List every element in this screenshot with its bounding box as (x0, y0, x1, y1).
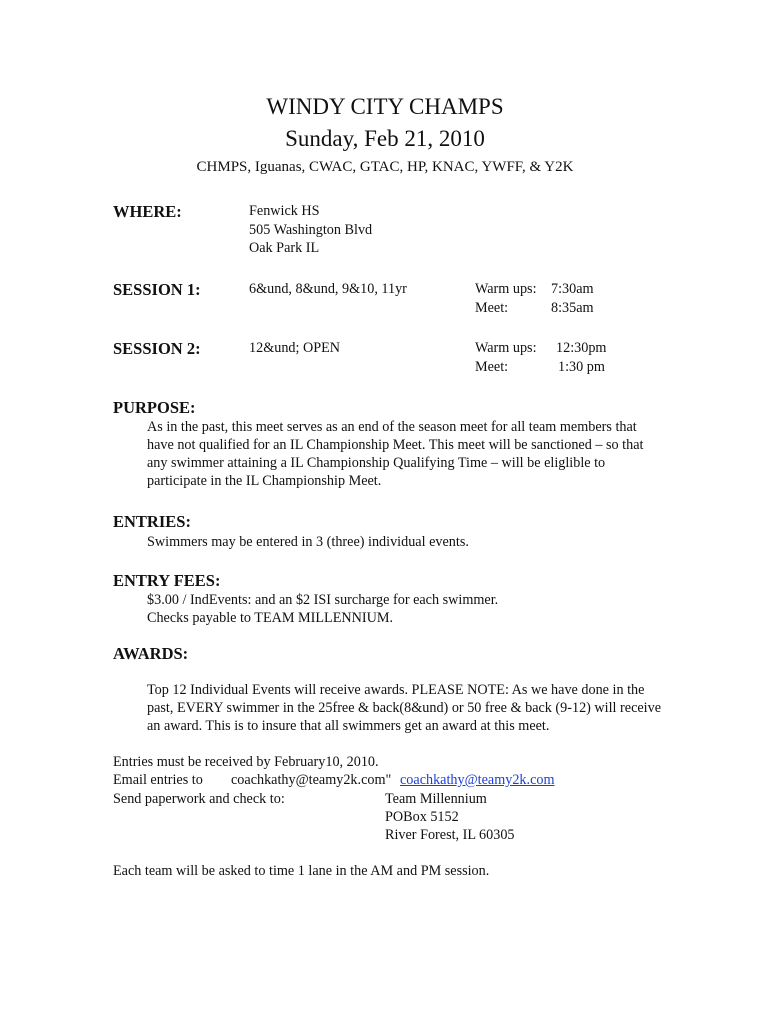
meet-date: Sunday, Feb 21, 2010 (285, 126, 485, 151)
session2-warmups-time: 12:30pm (556, 340, 607, 356)
session2-ages: 12&und; OPEN (249, 340, 341, 356)
session2-meet-time: 1:30 pm (558, 359, 605, 375)
mailing-address-line-3: River Forest, IL 60305 (385, 827, 515, 843)
awards-label: AWARDS: (113, 644, 189, 663)
session1-meet-label: Meet: (475, 300, 509, 316)
timing-note: Each team will be asked to time 1 lane in the AM and PM session. (113, 863, 490, 879)
awards-text: Top 12 Individual Events will receive awards. PLEASE NOTE: As we have done in the past, EVERY swimmer in the 25free & back(8&und) or 50 free & back (9-12) will receive an award. This is to insure that all swimmers get an award at this meet. (147, 682, 661, 734)
email-label: Email entries to (113, 772, 203, 788)
where-line-3: Oak Park IL (249, 240, 320, 256)
entries-label: ENTRIES: (113, 512, 191, 531)
where-line-2: 505 Washington Blvd (249, 222, 373, 238)
entry-fees-line-2: Checks payable to TEAM MILLENNIUM. (147, 610, 394, 626)
participating-teams: CHMPS, Iguanas, CWAC, GTAC, HP, KNAC, YWFF, & Y2K (196, 159, 574, 175)
entry-fees-line-1: $3.00 / IndEvents: and an $2 ISI surcharge for each swimmer. (147, 592, 499, 608)
where-line-1: Fenwick HS (249, 203, 320, 219)
session1-warmups-time: 7:30am (551, 281, 594, 297)
entry-fees-label: ENTRY FEES: (113, 571, 221, 590)
mailing-address-line-2: POBox 5152 (385, 809, 459, 825)
email-link[interactable]: coachkathy@teamy2k.com (400, 772, 555, 788)
session1-ages: 6&und, 8&und, 9&10, 11yr (249, 281, 407, 297)
send-paperwork-label: Send paperwork and check to: (113, 791, 285, 807)
entry-deadline: Entries must be received by February10, 2010. (113, 754, 379, 770)
email-raw: coachkathy@teamy2k.com" (231, 772, 392, 788)
where-label: WHERE: (113, 202, 182, 221)
session2-warmups-label: Warm ups: (475, 340, 537, 356)
mailing-address-line-1: Team Millennium (385, 791, 487, 807)
purpose-label: PURPOSE: (113, 398, 196, 417)
session1-warmups-label: Warm ups: (475, 281, 537, 297)
page-title: WINDY CITY CHAMPS (266, 94, 504, 119)
session2-meet-label: Meet: (475, 359, 509, 375)
session1-meet-time: 8:35am (551, 300, 594, 316)
purpose-text: As in the past, this meet serves as an end of the season meet for all team members that have not qualified for an IL Championship Meet. This meet will be sanctioned – so that any swimmer attaining a IL Championship Qualifying Time – will be eliglible to participate in the IL Championship Meet. (147, 419, 644, 489)
entries-text: Swimmers may be entered in 3 (three) individual events. (147, 534, 469, 550)
session2-label: SESSION 2: (113, 339, 201, 358)
session1-label: SESSION 1: (113, 280, 201, 299)
